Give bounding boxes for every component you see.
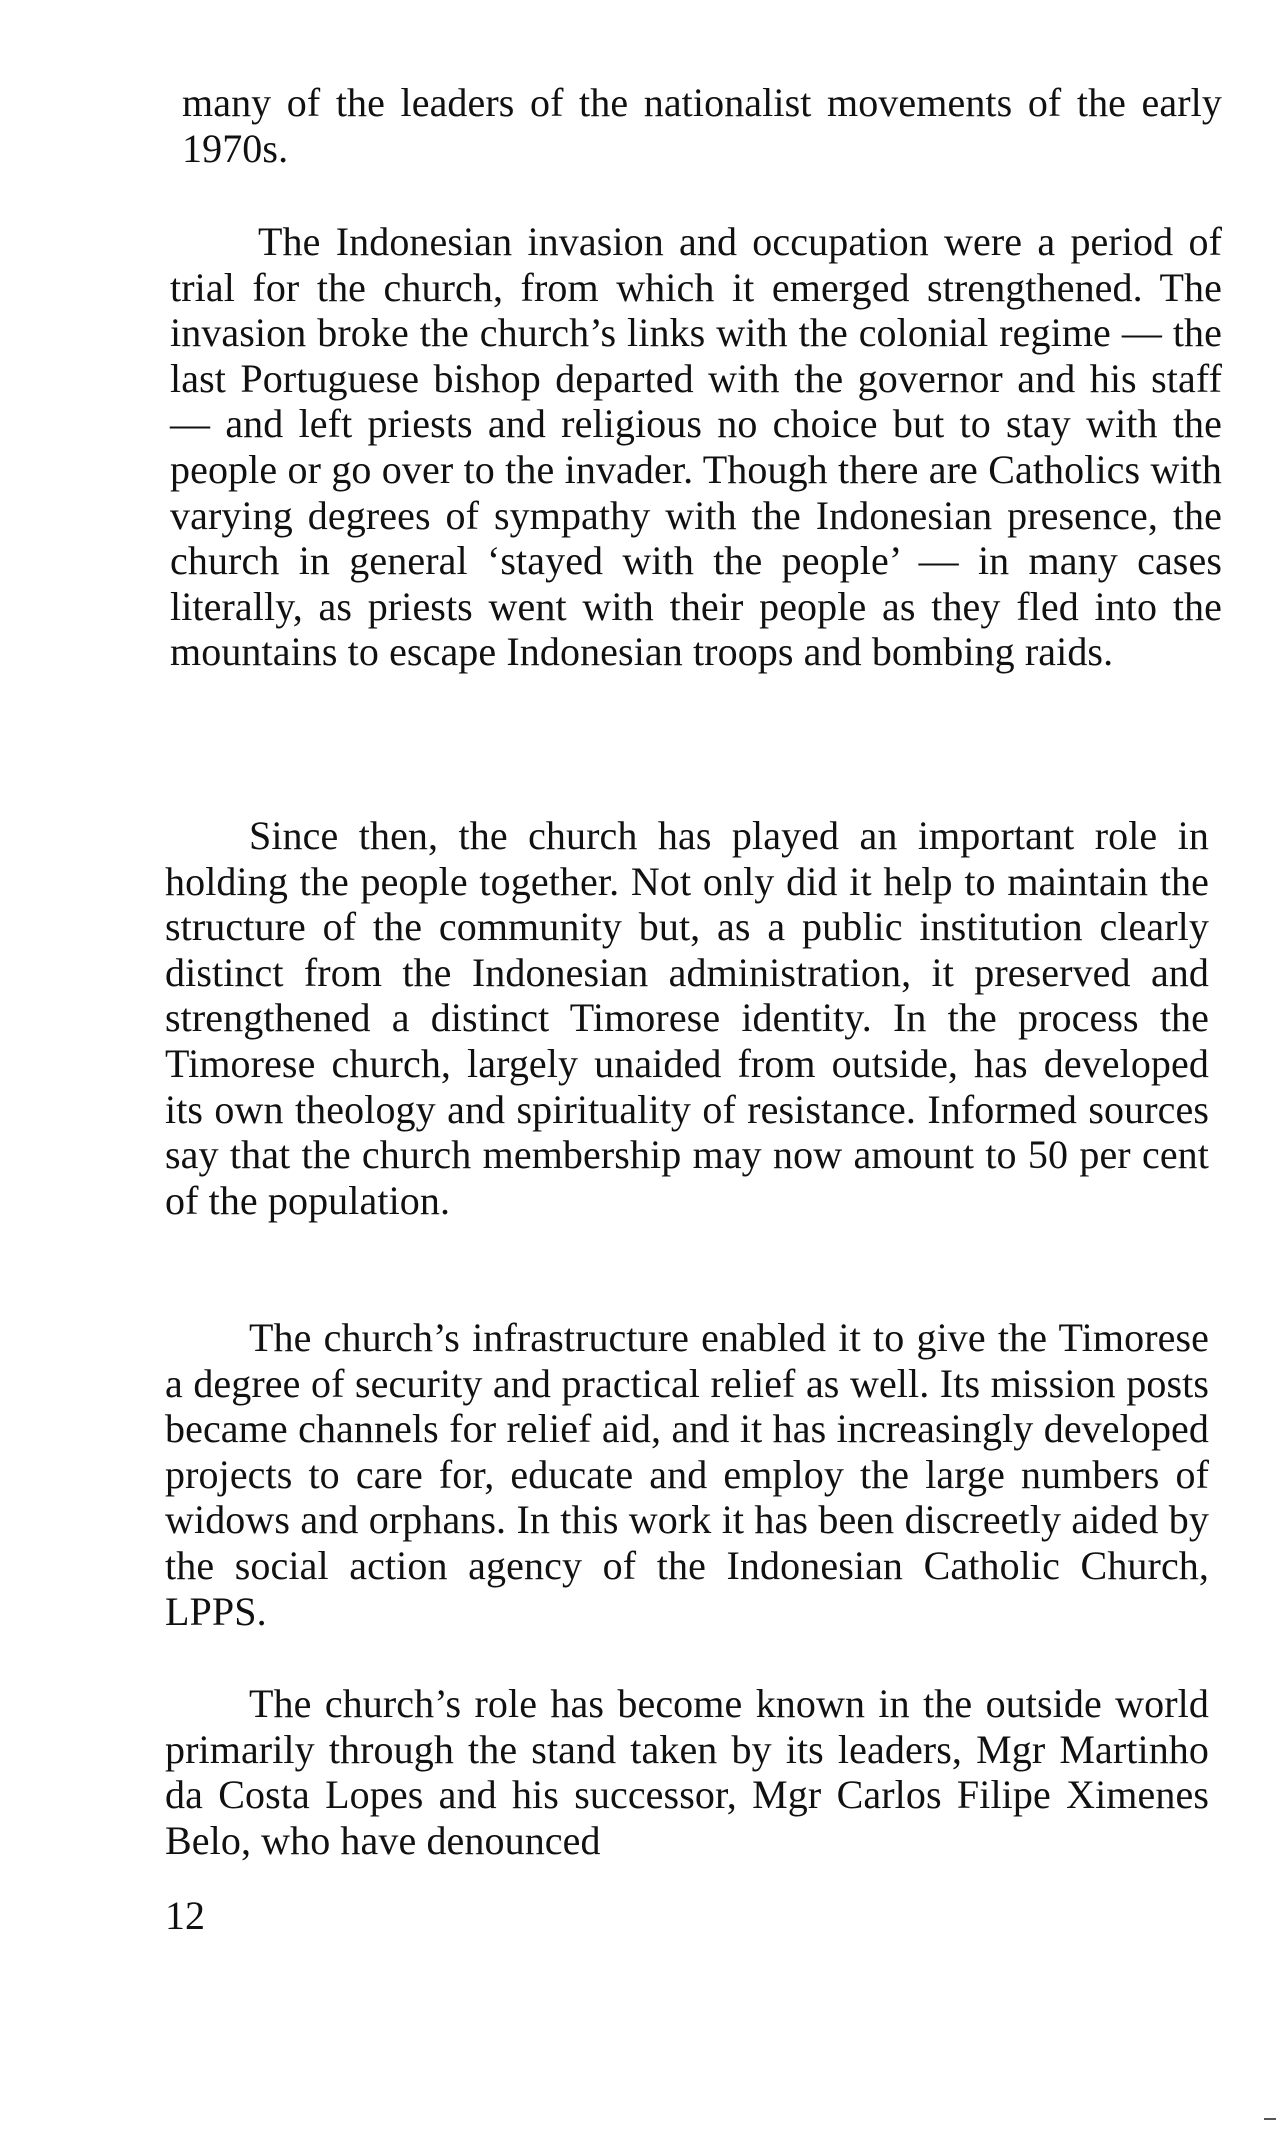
paragraph-continuation: many of the leaders of the nationalist movements of the early 1970s. <box>182 80 1222 171</box>
scan-edge-mark <box>1264 2118 1276 2120</box>
page-number: 12 <box>165 1893 205 1938</box>
paragraph-church-infrastructure: The church’s infrastructure enabled it to give the Timorese a degree of security and practical relief as well. Its mission posts became channels for relief aid, and it has increasingly developed projects to care for, educate and employ the large numbers of widows and orphans. In this work it has been discreetly aided by the social action agency of the Indonesian Catholic Church, LPPS. <box>165 1315 1209 1634</box>
paragraph-indonesian-invasion: The Indonesian invasion and occupation were a period of trial for the church, from which it emerged strengthened. The invasion broke the church’s links with the colonial regime — the last Portuguese bishop departed with the governor and his staff — and left priests and religious no choice but to stay with the people or go over to the invader. Though there are Catholics with varying degrees of sympathy with the Indonesian presence, the church in general ‘stayed with the people’ — in many cases literally, as priests went with their people as they fled into the mountains to escape Indonesian troops and bombing raids. <box>170 219 1222 675</box>
paragraph-church-leaders: The church’s role has become known in the outside world primarily through the stand taken by its leaders, Mgr Martinho da Costa Lopes and his successor, Mgr Carlos Filipe Ximenes Belo, who have denounced <box>165 1681 1209 1863</box>
paragraph-church-role: Since then, the church has played an important role in holding the people together. Not only did it help to maintain the structure of the community but, as a public institution clearly distinct from the Indonesian administration, it preserved and strengthened a distinct Timorese identity. In the process the Timorese church, largely unaided from outside, has developed its own theology and spirituality of resistance. Informed sources say that the church membership may now amount to 50 per cent of the population. <box>165 813 1209 1223</box>
